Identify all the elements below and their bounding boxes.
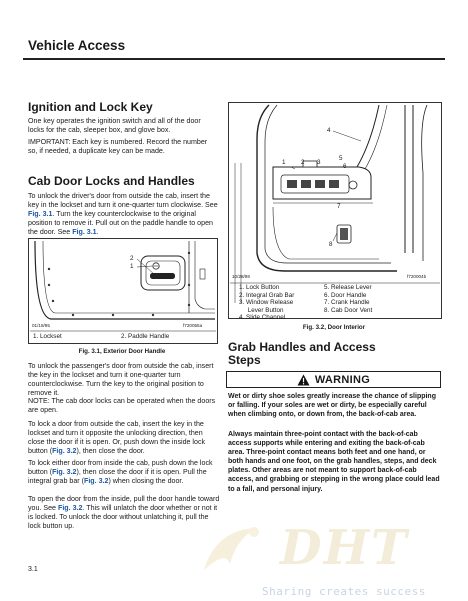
cab-door-paragraph-4: To lock either door from inside the cab, push down the lock button (Fig. 3.2), then close the door if it is open. Pull the integral grab bar (Fig. 3.2) when closing the door. <box>28 459 213 486</box>
ignition-paragraph: One key operates the ignition switch and all of the door locks for the cab, sleeper box, and glove box. <box>28 117 201 135</box>
header-rule <box>23 58 445 60</box>
fig-3-1-callout-2: 2 <box>130 255 134 262</box>
fig-3-1-date: 01/18/95 <box>32 323 50 328</box>
cab-door-note: NOTE: The cab door locks can be operated when the doors are open. <box>28 397 216 415</box>
fig-3-2-caption: Fig. 3.2, Door Interior <box>302 324 366 331</box>
fig-3-2-callout-5: 5 <box>339 155 343 162</box>
fig-3-1-legend-2: 2. Paddle Handle <box>121 333 170 340</box>
fig-3-1-link[interactable]: Fig. 3.1 <box>28 210 53 219</box>
fig-3-2-callout-1: 1 <box>282 159 286 166</box>
fig-3-2-legend-left: 1. Lock Button 2. Integral Grab Bar 3. Window Release Lever Button 4. Slide Channel <box>239 284 295 322</box>
warning-paragraph-2: Always maintain three-point contact with the back-of-cab access supports while entering and exiting the back-of-cab area. Three-point contact means both feet and one hand, or both hands and one foot, on the grab handles, steps, and deck plates. Other areas are not meant to support back-of-cab access, and grabbing or stepping in the wrong place could lead to a fall, and personal injury. <box>228 431 440 493</box>
warning-label: WARNING <box>314 373 371 386</box>
cab-door-paragraph-1: To unlock the driver's door from outside the cab, insert the key in the lockset and turn it one-quarter turn clockwise. See Fig. 3.1. Turn the key counterclockwise to the original position to remove it. Pull out on the paddle handle to open the door. See Fig. 3.1. <box>28 192 218 237</box>
fig-3-2-link-2[interactable]: Fig. 3.2 <box>52 468 77 477</box>
ignition-heading: Ignition and Lock Key <box>28 100 153 114</box>
fig-3-2-callout-6: 6 <box>343 163 347 170</box>
cab-door-heading: Cab Door Locks and Handles <box>28 174 195 188</box>
watermark-swirl-icon <box>196 520 276 580</box>
grab-heading-line-1: Grab Handles and Access <box>228 340 376 354</box>
cab-door-paragraph-2: To unlock the passenger's door from outside the cab, insert the key in the lockset and turn it one-quarter turn counterclockwise. Turn the key to the original position to remove it. <box>28 362 214 398</box>
warning-triangle-icon <box>297 374 310 386</box>
page-number: 3.1 <box>28 566 38 573</box>
cab-door-paragraph-5: To open the door from the inside, pull the door handle toward you. See Fig. 3.2. This will unlatch the door whether or not it is locked. To unlock the door without unlatching it, pull the lock button up. <box>28 495 220 531</box>
fig-3-2-date: 10/28/98 <box>232 274 250 279</box>
warning-banner <box>226 371 441 388</box>
grab-heading-line-2: Steps <box>228 353 261 367</box>
cab-door-paragraph-3: To lock a door from outside the cab, insert the key in the lockset and turn it opposite the unlocking direction, then close the door if it is open. Or, push down the inside lock button (Fig. 3.2), then close the door. <box>28 420 206 456</box>
figure-3-1 <box>28 238 218 344</box>
fig-3-2-link[interactable]: Fig. 3.2 <box>52 447 77 456</box>
fig-3-2-link-3[interactable]: Fig. 3.2 <box>84 477 109 486</box>
watermark-logo: DHT <box>280 520 409 576</box>
fig-3-1-caption: Fig. 3.1, Exterior Door Handle <box>78 348 166 355</box>
page-title: Vehicle Access <box>28 38 126 53</box>
fig-3-1-link-2[interactable]: Fig. 3.1 <box>72 228 97 237</box>
fig-3-2-callout-3: 3 <box>317 159 321 166</box>
watermark-slogan: Sharing creates success <box>262 585 426 598</box>
fig-3-1-callout-1: 1 <box>130 263 134 270</box>
fig-3-1-legend-1: 1. Lockset <box>33 333 62 340</box>
fig-3-2-callout-8: 8 <box>329 241 333 248</box>
figure-3-2 <box>228 102 442 322</box>
fig-3-2-link-4[interactable]: Fig. 3.2 <box>57 504 83 513</box>
fig-3-2-callout-4: 4 <box>327 127 331 134</box>
fig-3-2-code: f720004b <box>407 274 427 279</box>
ignition-important: IMPORTANT: Each key is numbered. Record the number so, if needed, a duplicate key can be made. <box>28 138 208 156</box>
fig-3-2-callout-7: 7 <box>337 203 341 210</box>
warning-paragraph-1: Wet or dirty shoe soles greatly increase the chance of slipping or falling. If your soles are wet or dirty, be especially careful when climbing onto, or down from, the back-of-cab area. <box>228 393 436 419</box>
fig-3-2-callout-2: 2 <box>301 159 305 166</box>
fig-3-2-legend-right: 5. Release Lever 6. Door Handle 7. Crank Handle 8. Cab Door Vent <box>324 284 373 314</box>
fig-3-1-code: f720055a <box>183 323 203 328</box>
